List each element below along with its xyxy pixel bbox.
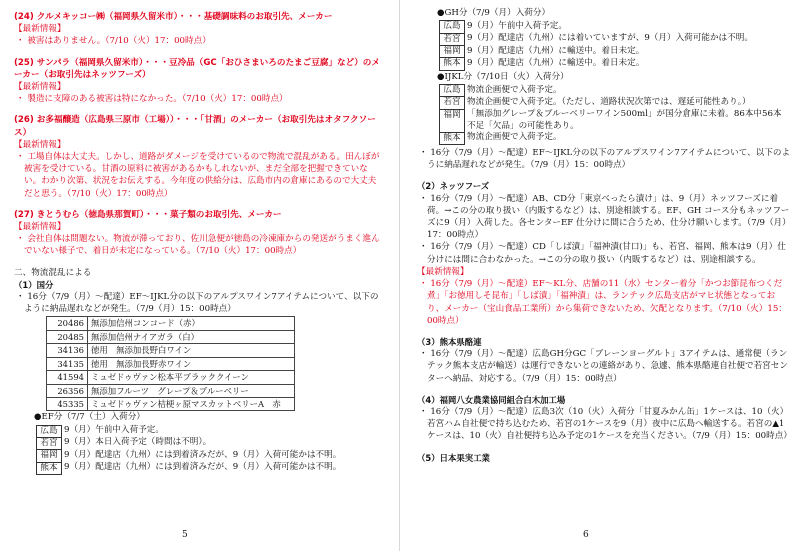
table-row bbox=[47, 344, 295, 357]
status-text: 9（月）配達店（九州）には到着済みだが、9（月）入荷可能かは不明。 bbox=[64, 462, 342, 473]
latest-label: 【最新情報】 bbox=[14, 222, 66, 233]
netsfoods-paragraph-1: ・ 16分（7/9（月）～配達）AB、CD分「東京べったら漬け」は、9（月）ネッツフーズに着荷。→この分の取り扱い（内販するなど）は、別途相談する。EF、GH コース分もネッツフーズに9（月）入荷した。各センターEF 仕分けに間に合うため、仕分け願いします。（7/9（月）17：00時点） bbox=[419, 193, 791, 241]
status-text: 9（月）本日入荷予定（時間は不明）。 bbox=[64, 437, 212, 448]
status-text: 物流企画便で入荷予定。（ただし、道路状況次第では、遅延可能性あり。） bbox=[467, 96, 751, 107]
status-text: 「無添加グレープ＆ブルーベリーワイン500ml」が国分倉庫に未着。86本中56本不足「欠品」の可能性あり。 bbox=[467, 109, 782, 131]
item-name: 徳用 無添加長野白ワイン bbox=[88, 344, 295, 357]
item-heading: (25) サンパラ（福岡県久留米市）・・・豆冷品（GC「おひさまいろのたまご豆腐」など）のメーカー（お取引先はネッツフーズ） bbox=[14, 57, 380, 80]
table-row bbox=[37, 462, 344, 474]
latest-label: 【最新情報】 bbox=[417, 266, 469, 277]
table-row bbox=[440, 97, 792, 109]
subsection-yame-title: （4）福岡八女農業協同組合白木加工場 bbox=[417, 394, 566, 405]
item-24 bbox=[14, 11, 383, 48]
table-row bbox=[440, 109, 792, 132]
status-text: 9（月）配達店（九州）に輸送中。着日未定。 bbox=[467, 45, 645, 56]
status-text: 9（月）午前中入荷予定。 bbox=[64, 425, 164, 436]
item-body: ・ 製造に支障のある被害は特になかった。（7/10（火）17：00時点） bbox=[16, 94, 288, 105]
table-row bbox=[440, 21, 756, 33]
page-right bbox=[403, 0, 800, 551]
status-text: 9（月）配達店（九州）には着いていますが、9（月）入荷可能かは不明。 bbox=[467, 33, 753, 44]
location-tag: 広島 bbox=[440, 85, 465, 97]
subsection-kumamoto-title: （3）熊本県酪連 bbox=[417, 336, 482, 347]
page-divider bbox=[399, 0, 400, 551]
page-number: 6 bbox=[583, 529, 589, 540]
location-tag: 熊本 bbox=[440, 58, 465, 70]
table-row bbox=[440, 85, 792, 97]
table-row bbox=[47, 357, 295, 370]
location-tag: 若宮 bbox=[37, 437, 62, 449]
gh-batch-title: ●GH分（7/9（月）入荷分） bbox=[437, 8, 551, 18]
item-name: 徳用 無添加長野赤ワイン bbox=[88, 357, 295, 370]
status-text: 9（月）午前中入荷予定。 bbox=[467, 20, 567, 31]
item-body: ・ 工場自体は大丈夫。しかし、道路がダメージを受けているので物流で混乱がある。田んぼが被害を受けている。甘酒の原料に被害があるかもしれないが、まだ全部を把握できていない。わかり次第、状況をお伝えする。今年度の供給分は、広島市内の倉庫にあるので大丈夫だと思う。（7/10（火）17：00時点） bbox=[16, 152, 380, 199]
item-code: 20486 bbox=[47, 317, 88, 330]
wine-item-table bbox=[46, 316, 295, 411]
item-code: 20485 bbox=[47, 330, 88, 343]
netsfoods-paragraph-2: ・ 16分（7/9（月）～配達）CD「しば漬」「福神漬(甘口)」も、若宮、福岡、熊本は9（月）仕分けには間に合わなかった。→この分の取り扱い（内販するなど）は、別途相談する。 bbox=[419, 242, 786, 265]
ef-batch-title: ●EF分（7/7（土）入荷分） bbox=[34, 412, 145, 423]
table-row bbox=[47, 397, 295, 410]
latest-label: 【最新情報】 bbox=[14, 139, 66, 150]
item-name: 無添加信州コンコード（赤） bbox=[88, 317, 295, 330]
ef-status-table bbox=[36, 425, 344, 476]
item-body: ・ 会社自体は問題ない。物流が滞っており、佐川急便が徳島の冷凍庫からの発送がうまく進んでいない様子で、着日が未定になっている。（7/10（火）17：00時点） bbox=[16, 234, 380, 257]
item-code: 41594 bbox=[47, 371, 88, 384]
kokubu-summary: ・ 16分（7/9（月）～配達）EF～IJKL分の以下のアルプスワイン7アイテムについて、以下のように納品遅れなどが発生。（7/9（月）15：00時点） bbox=[16, 292, 379, 315]
item-name: ミュゼドゥヴァン桔梗ヶ原マスカットベリーA 赤 bbox=[88, 397, 295, 410]
table-row bbox=[440, 132, 792, 144]
location-tag: 福岡 bbox=[440, 46, 465, 58]
subsection-kokubu-title: （1）国分 bbox=[14, 279, 54, 290]
item-name: ミュゼドゥヴァン松本平ブラッククイーン bbox=[88, 371, 295, 384]
item-heading: (24) クルメキッコー㈱（福岡県久留米市）・・・基礎調味料のお取引先、メーカー bbox=[14, 12, 333, 22]
location-tag: 若宮 bbox=[440, 33, 465, 45]
kumamoto-paragraph: ・ 16分（7/9（月）～配達）広島GH分GC「ブレーンヨーグルト」3アイテムは、通常便（ランテック熊本支店が輸送）は運行できないとの連絡があり、急遽、熊本県酪連自社便で若宮センターへ納品、対応する。（7/9（月）15：00時点） bbox=[419, 349, 788, 384]
table-row bbox=[37, 425, 344, 437]
location-tag: 若宮 bbox=[440, 97, 465, 109]
item-27 bbox=[14, 209, 383, 258]
table-row bbox=[47, 384, 295, 397]
yame-paragraph: ・ 16分（7/9（月）～配達）広島3次（10（火）入荷分「甘夏みかん缶」1ケースは、10（火）若宮ハム自社便で持ち込むため、若宮の1ケースを9（月）夜中に広島へ輸送する。若宮の▲1ケースは、10（火）自社便持ち込み予定の1ケースを充当ください。（7/9（月）15：00時点） bbox=[419, 406, 792, 442]
section-2-title: 二、物流混乱による bbox=[14, 267, 92, 278]
table-row bbox=[47, 371, 295, 384]
ijkl-batch-title: ●IJKL分（7/10日（火）入荷分） bbox=[437, 71, 569, 82]
item-name: 無添加信州ナイアガラ（白） bbox=[88, 330, 295, 343]
location-tag: 熊本 bbox=[37, 462, 62, 474]
table-row bbox=[440, 58, 756, 70]
item-code: 26356 bbox=[47, 384, 88, 397]
table-row bbox=[440, 33, 756, 45]
location-tag: 福岡 bbox=[440, 109, 465, 132]
location-tag: 広島 bbox=[440, 21, 465, 33]
item-26 bbox=[14, 114, 383, 199]
location-tag: 福岡 bbox=[37, 450, 62, 462]
table-row bbox=[47, 317, 295, 330]
summary-paragraph: ・ 16分（7/9（月）～配達）EF～IJKL分の以下のアルプスワイン7アイテムについて、以下のように納品遅れなどが発生。（7/9（月）15：00時点） bbox=[419, 148, 791, 171]
status-text: 物流企画便で入荷予定。 bbox=[467, 132, 562, 143]
item-name: 無添加フルーツ グレープ＆ブルーベリー bbox=[88, 384, 295, 397]
gh-status-table bbox=[439, 20, 756, 71]
latest-label: 【最新情報】 bbox=[14, 82, 66, 93]
status-text: 9（月）配達店（九州）には到着済みだが、9（月）入荷可能かは不明。 bbox=[64, 449, 342, 460]
item-body: ・ 被害はありません。（7/10（火）17：00時点） bbox=[16, 36, 211, 47]
location-tag: 広島 bbox=[37, 425, 62, 437]
ijkl-status-table bbox=[439, 84, 792, 145]
table-row bbox=[37, 450, 344, 462]
item-code: 34136 bbox=[47, 344, 88, 357]
location-tag: 熊本 bbox=[440, 132, 465, 144]
page-left bbox=[0, 0, 397, 551]
table-row bbox=[440, 46, 756, 58]
subsection-nihon-kajitsu-title: （5）日本果実工業 bbox=[417, 452, 490, 463]
table-row bbox=[47, 330, 295, 343]
table-row bbox=[37, 437, 344, 449]
status-text: 9（月）配達店（九州）に輸送中。着日未定。 bbox=[467, 57, 645, 68]
latest-label: 【最新情報】 bbox=[14, 24, 66, 35]
item-code: 34135 bbox=[47, 357, 88, 370]
subsection-netsfoods-title: （2）ネッツフーズ bbox=[417, 181, 490, 192]
page-number: 5 bbox=[182, 529, 188, 540]
item-heading: (26) お多福醸造（広島県三原市（工場））・・・「甘酒」のメーカー（お取引先はオタフクソース） bbox=[14, 115, 376, 138]
netsfoods-latest-body: ・ 16分（7/9（月）～配達）EF～KL分、店舗の11（水）センター着分「かつお節昆布つくだ煮」「お徳用しそ昆布」「しば漬」「福神漬」は、ランテック広島支店がマヒ状態となっており、メーカー（宝山食品工業所）から集荷できないため、欠配となります。（7/10（火）15：00時点） bbox=[419, 279, 787, 326]
item-25 bbox=[14, 57, 383, 106]
item-heading: (27) きとうむら（徳島県那賀町）・・・菓子類のお取引先、メーカー bbox=[14, 209, 282, 220]
status-text: 物流企画便で入荷予定。 bbox=[467, 84, 562, 95]
item-code: 45335 bbox=[47, 397, 88, 410]
